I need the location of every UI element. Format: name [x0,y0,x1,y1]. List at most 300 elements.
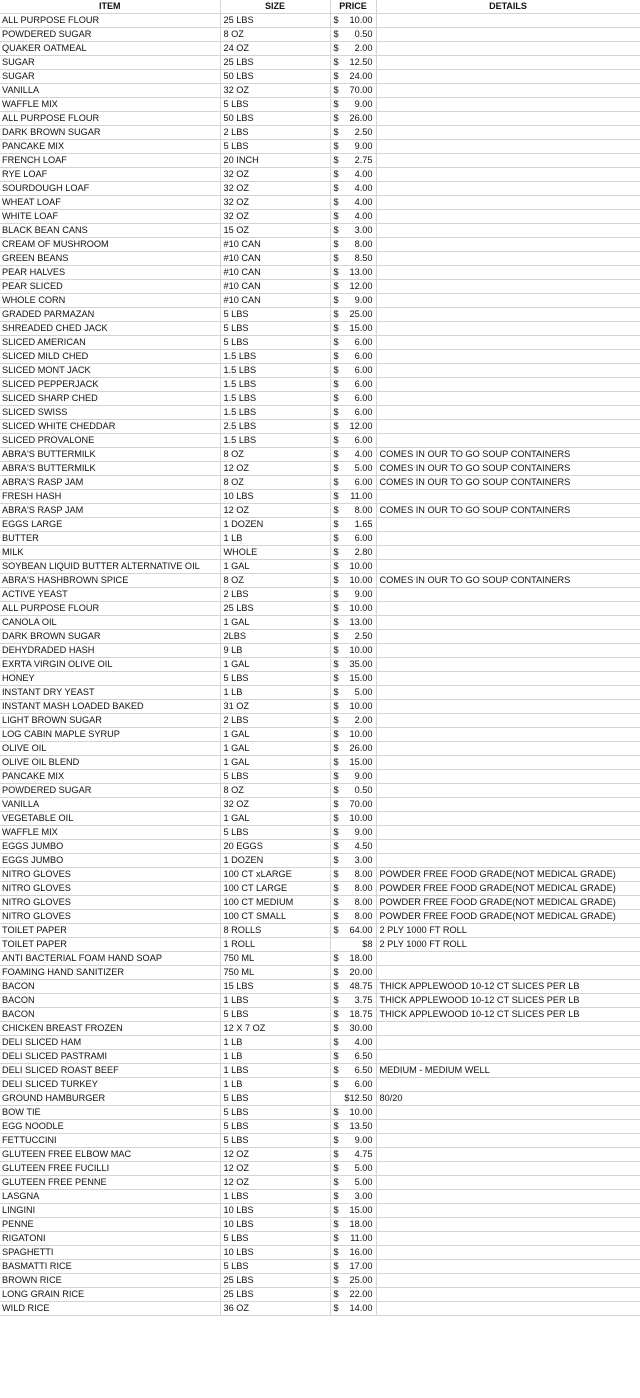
table-row [0,1232,640,1246]
price-amount: 8.00 [354,883,373,894]
cell-item: MILK [0,546,220,560]
cell-item: INSTANT MASH LOADED BAKED [0,700,220,714]
cell-details [376,1022,640,1036]
table-row [0,658,640,672]
cell-size: 1 GAL [220,742,330,756]
cell-details [376,784,640,798]
cell-item: SUGAR [0,70,220,84]
cell-price [330,308,376,322]
cell-item: EGGS JUMBO [0,854,220,868]
currency-symbol: $ [333,1023,339,1034]
currency-symbol: $ [333,281,339,292]
currency-symbol: $ [333,225,339,236]
price-amount: 6.00 [354,435,373,446]
cell-details [376,1134,640,1148]
cell-size: 1 ROLL [220,938,330,952]
cell-price [330,644,376,658]
cell-price [330,1232,376,1246]
cell-price [330,1064,376,1078]
currency-symbol: $ [333,309,339,320]
price-amount: 5.00 [354,687,373,698]
cell-price [330,1274,376,1288]
cell-price [330,616,376,630]
cell-item: POWDERED SUGAR [0,28,220,42]
currency-symbol: $ [333,813,339,824]
cell-details [376,238,640,252]
price-amount: 6.00 [354,1079,373,1090]
cell-price [330,882,376,896]
cell-size: 12 OZ [220,1176,330,1190]
price-amount: 15.00 [349,757,373,768]
cell-size: 1 LB [220,532,330,546]
cell-item: LIGHT BROWN SUGAR [0,714,220,728]
cell-item: DARK BROWN SUGAR [0,630,220,644]
cell-size: 25 LBS [220,56,330,70]
cell-item: GROUND HAMBURGER [0,1092,220,1106]
table-row [0,98,640,112]
price-amount: 9.00 [354,99,373,110]
table-row [0,1050,640,1064]
cell-item: HONEY [0,672,220,686]
cell-size: 32 OZ [220,210,330,224]
cell-details: THICK APPLEWOOD 10-12 CT SLICES PER LB [376,994,640,1008]
cell-size: 5 LBS [220,140,330,154]
cell-size: 1 GAL [220,616,330,630]
cell-price [330,462,376,476]
cell-size: 100 CT MEDIUM [220,896,330,910]
currency-symbol: $ [333,575,339,586]
cell-price [330,28,376,42]
cell-price [330,378,376,392]
cell-price [330,1288,376,1302]
cell-size: 8 OZ [220,784,330,798]
cell-item: BASMATTI RICE [0,1260,220,1274]
price-amount: 10.00 [349,575,373,586]
cell-size: 100 CT LARGE [220,882,330,896]
cell-item: EGG NOODLE [0,1120,220,1134]
currency-symbol: $ [333,1065,339,1076]
currency-symbol: $ [333,897,339,908]
price-amount: 26.00 [349,113,373,124]
cell-price [330,1022,376,1036]
table-row [0,336,640,350]
cell-size: 1.5 LBS [220,392,330,406]
cell-size: #10 CAN [220,252,330,266]
cell-details: COMES IN OUR TO GO SOUP CONTAINERS [376,476,640,490]
price-amount: 12.00 [349,281,373,292]
table-row [0,252,640,266]
cell-price [330,364,376,378]
currency-symbol: $ [333,379,339,390]
cell-size: 5 LBS [220,1134,330,1148]
table-row [0,154,640,168]
table-row [0,700,640,714]
currency-symbol: $ [333,85,339,96]
table-row [0,980,640,994]
cell-details [376,546,640,560]
cell-item: SHREADED CHED JACK [0,322,220,336]
currency-symbol: $ [333,757,339,768]
table-row [0,840,640,854]
price-amount: 8.00 [354,869,373,880]
cell-size: 1.5 LBS [220,350,330,364]
cell-details [376,560,640,574]
currency-symbol: $ [333,729,339,740]
price-amount: 18.00 [349,953,373,964]
table-row [0,630,640,644]
cell-price [330,84,376,98]
cell-price [330,658,376,672]
currency-symbol: $ [333,449,339,460]
cell-size: 2 LBS [220,588,330,602]
cell-item: ABRA'S BUTTERMILK [0,462,220,476]
price-amount: 15.00 [349,673,373,684]
cell-item: OLIVE OIL BLEND [0,756,220,770]
table-row [0,1092,640,1106]
cell-size: 50 LBS [220,70,330,84]
cell-details [376,714,640,728]
cell-size: 8 OZ [220,448,330,462]
cell-size: 10 LBS [220,1218,330,1232]
cell-item: WAFFLE MIX [0,98,220,112]
price-amount: 26.00 [349,743,373,754]
cell-item: DARK BROWN SUGAR [0,126,220,140]
table-row [0,84,640,98]
cell-price [330,518,376,532]
cell-price [330,1204,376,1218]
cell-size: 1.5 LBS [220,378,330,392]
cell-size: 750 ML [220,952,330,966]
cell-details [376,322,640,336]
table-row [0,308,640,322]
cell-price [330,238,376,252]
cell-item: GREEN BEANS [0,252,220,266]
price-amount: 4.00 [354,183,373,194]
cell-size: 5 LBS [220,322,330,336]
currency-symbol: $ [333,631,339,642]
table-row [0,490,640,504]
table-row [0,742,640,756]
cell-details [376,1162,640,1176]
table-row [0,1204,640,1218]
currency-symbol: $ [333,239,339,250]
price-amount: 9.00 [354,827,373,838]
table-row [0,770,640,784]
cell-size: 2.5 LBS [220,420,330,434]
currency-symbol: $ [333,295,339,306]
cell-item: PANCAKE MIX [0,140,220,154]
cell-price [330,1148,376,1162]
currency-symbol: $ [333,435,339,446]
table-row [0,966,640,980]
cell-item: NITRO GLOVES [0,896,220,910]
price-amount: 10.00 [349,701,373,712]
cell-details [376,378,640,392]
table-row [0,532,640,546]
cell-price [330,168,376,182]
table-row [0,1246,640,1260]
cell-details [376,686,640,700]
cell-details [376,168,640,182]
cell-item: ALL PURPOSE FLOUR [0,602,220,616]
cell-price [330,336,376,350]
cell-price [330,98,376,112]
cell-item: RIGATONI [0,1232,220,1246]
cell-size: 12 X 7 OZ [220,1022,330,1036]
price-amount: 22.00 [349,1289,373,1300]
price-amount: 3.00 [354,1191,373,1202]
cell-size: 1 GAL [220,756,330,770]
table-row [0,952,640,966]
header-price: PRICE [330,0,376,14]
table-row [0,224,640,238]
price-amount: 12.50 [349,57,373,68]
cell-item: BACON [0,994,220,1008]
currency-symbol: $ [333,967,339,978]
price-amount: $8 [362,939,373,950]
price-amount: 13.50 [349,1121,373,1132]
price-amount: 1.65 [354,519,373,530]
table-row [0,728,640,742]
cell-price [330,812,376,826]
cell-item: SUGAR [0,56,220,70]
cell-details [376,770,640,784]
table-row [0,392,640,406]
table-row [0,1218,640,1232]
cell-details: POWDER FREE FOOD GRADE(NOT MEDICAL GRADE) [376,910,640,924]
cell-details [376,112,640,126]
cell-details [376,140,640,154]
currency-symbol: $ [333,911,339,922]
price-amount: 14.00 [349,1303,373,1314]
table-row [0,420,640,434]
cell-item: TOILET PAPER [0,938,220,952]
cell-size: 5 LBS [220,770,330,784]
cell-price [330,42,376,56]
cell-item: BLACK BEAN CANS [0,224,220,238]
cell-price [330,714,376,728]
cell-item: PEAR HALVES [0,266,220,280]
cell-size: 12 OZ [220,1148,330,1162]
currency-symbol: $ [333,827,339,838]
currency-symbol: $ [333,155,339,166]
cell-price [330,210,376,224]
cell-details [376,252,640,266]
cell-item: NITRO GLOVES [0,868,220,882]
cell-size: 20 EGGS [220,840,330,854]
cell-details [376,392,640,406]
cell-price [330,1078,376,1092]
price-amount: 70.00 [349,85,373,96]
cell-price [330,14,376,28]
cell-details [376,756,640,770]
table-row [0,784,640,798]
table-row [0,1064,640,1078]
table-row [0,616,640,630]
price-amount: 25.00 [349,309,373,320]
table-row [0,1176,640,1190]
cell-price [330,756,376,770]
cell-size: 32 OZ [220,168,330,182]
cell-item: DEHYDRADED HASH [0,644,220,658]
table-row [0,924,640,938]
cell-price [330,854,376,868]
cell-size: 8 OZ [220,28,330,42]
cell-size: 1.5 LBS [220,434,330,448]
cell-details [376,14,640,28]
table-row [0,462,640,476]
price-amount: 35.00 [349,659,373,670]
currency-symbol: $ [333,1177,339,1188]
cell-details [376,1246,640,1260]
cell-item: GLUTEEN FREE FUCILLI [0,1162,220,1176]
price-amount: 2.80 [354,547,373,558]
table-row [0,1288,640,1302]
currency-symbol: $ [333,169,339,180]
currency-symbol: $ [333,99,339,110]
cell-size: 25 LBS [220,602,330,616]
cell-item: TOILET PAPER [0,924,220,938]
table-row [0,910,640,924]
cell-item: CREAM OF MUSHROOM [0,238,220,252]
cell-details: COMES IN OUR TO GO SOUP CONTAINERS [376,448,640,462]
table-row [0,1190,640,1204]
cell-item: BACON [0,1008,220,1022]
cell-size: 5 LBS [220,336,330,350]
table-row [0,574,640,588]
cell-details: 2 PLY 1000 FT ROLL [376,938,640,952]
currency-symbol: $ [333,43,339,54]
cell-price [330,56,376,70]
cell-size: 1 LBS [220,994,330,1008]
currency-symbol: $ [333,715,339,726]
cell-details [376,406,640,420]
price-amount: 3.00 [354,855,373,866]
table-row [0,1106,640,1120]
cell-details: COMES IN OUR TO GO SOUP CONTAINERS [376,574,640,588]
cell-item: SLICED MILD CHED [0,350,220,364]
cell-size: 1 LBS [220,1064,330,1078]
cell-price [330,1260,376,1274]
price-amount: 10.00 [349,603,373,614]
price-amount: 5.00 [354,1163,373,1174]
cell-details [376,812,640,826]
table-row [0,882,640,896]
cell-item: SPAGHETTI [0,1246,220,1260]
currency-symbol: $ [333,743,339,754]
table-row [0,238,640,252]
currency-symbol: $ [333,701,339,712]
currency-symbol: $ [333,1135,339,1146]
cell-item: GLUTEEN FREE ELBOW MAC [0,1148,220,1162]
price-amount: 18.75 [349,1009,373,1020]
cell-details [376,644,640,658]
price-amount: 30.00 [349,1023,373,1034]
cell-item: BOW TIE [0,1106,220,1120]
cell-size: 2LBS [220,630,330,644]
cell-details: POWDER FREE FOOD GRADE(NOT MEDICAL GRADE) [376,868,640,882]
cell-details [376,84,640,98]
price-amount: 4.00 [354,211,373,222]
cell-size: 750 ML [220,966,330,980]
table-row [0,322,640,336]
table-row [0,14,640,28]
cell-item: DELI SLICED ROAST BEEF [0,1064,220,1078]
cell-item: ABRA'S HASHBROWN SPICE [0,574,220,588]
currency-symbol: $ [333,533,339,544]
price-amount: 9.00 [354,1135,373,1146]
table-row [0,126,640,140]
table-row [0,672,640,686]
table-row [0,196,640,210]
cell-item: SLICED SHARP CHED [0,392,220,406]
cell-price [330,182,376,196]
cell-item: OLIVE OIL [0,742,220,756]
currency-symbol: $ [333,491,339,502]
table-row [0,1022,640,1036]
cell-size: 1 GAL [220,560,330,574]
cell-details [376,952,640,966]
cell-size: #10 CAN [220,238,330,252]
cell-details [376,350,640,364]
currency-symbol: $ [333,29,339,40]
table-row [0,714,640,728]
cell-price [330,924,376,938]
cell-details [376,336,640,350]
cell-price [330,798,376,812]
cell-size: 25 LBS [220,14,330,28]
cell-size: 1 DOZEN [220,854,330,868]
cell-price [330,784,376,798]
cell-details [376,28,640,42]
cell-details [376,1288,640,1302]
cell-item: WHITE LOAF [0,210,220,224]
currency-symbol: $ [333,1289,339,1300]
cell-price [330,196,376,210]
cell-details [376,1106,640,1120]
table-row [0,602,640,616]
table-row [0,1260,640,1274]
table-row [0,266,640,280]
cell-size: 5 LBS [220,672,330,686]
cell-size: 1 LBS [220,1190,330,1204]
cell-price [330,1302,376,1316]
price-amount: 6.50 [354,1051,373,1062]
cell-details [376,840,640,854]
cell-size: 5 LBS [220,1120,330,1134]
cell-size: 24 OZ [220,42,330,56]
cell-details: THICK APPLEWOOD 10-12 CT SLICES PER LB [376,980,640,994]
cell-details [376,56,640,70]
cell-price [330,1036,376,1050]
price-amount: 6.00 [354,407,373,418]
cell-details [376,1232,640,1246]
cell-details [376,518,640,532]
cell-price [330,602,376,616]
cell-price [330,294,376,308]
cell-size: 5 LBS [220,98,330,112]
table-row [0,434,640,448]
cell-price [330,686,376,700]
cell-details [376,616,640,630]
cell-price [330,1246,376,1260]
cell-price [330,1176,376,1190]
price-amount: 18.00 [349,1219,373,1230]
cell-price [330,350,376,364]
cell-size: 1 GAL [220,728,330,742]
cell-price [330,252,376,266]
currency-symbol: $ [333,365,339,376]
